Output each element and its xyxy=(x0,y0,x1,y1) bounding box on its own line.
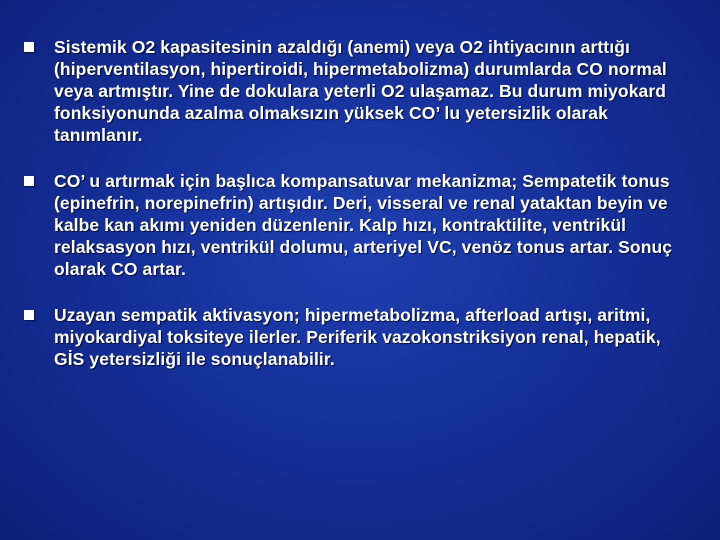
square-bullet-icon xyxy=(24,176,34,186)
bullet-text: CO’ u artırmak için başlıca kompansatuvar mekanizma; Sempatetik tonus (epinefrin, norepinefrin) artışıdır. Deri, visseral ve renal yataktan beyin ve kalbe kan akımı yeniden düzenlenir. Kalp hızı, kontraktilite, ventrikül relaksasyon hızı, ventrikül dolumu, arteriyel VC, venöz tonus artar. Sonuç olarak CO artar. xyxy=(54,171,673,279)
square-bullet-icon xyxy=(24,42,34,52)
bullet-item xyxy=(24,170,696,280)
bullet-item xyxy=(24,36,696,146)
square-bullet-icon xyxy=(24,310,34,320)
bullet-item xyxy=(24,304,696,370)
bullet-text: Uzayan sempatik aktivasyon; hipermetabolizma, afterload artışı, aritmi, miyokardiyal toksiteye ilerler. Periferik vazokonstriksiyon renal, hepatik, GİS yetersizliği ile sonuçlanabilir. xyxy=(54,305,661,369)
bullet-text: Sistemik O2 kapasitesinin azaldığı (anemi) veya O2 ihtiyacının arttığı (hiperventilasyon, hipertiroidi, hipermetabolizma) durumlarda CO normal veya artmıştır. Yine de dokulara yeterli O2 ulaşamaz. Bu durum miyokard fonksiyonunda azalma olmaksızın yüksek CO’ lu yetersizlik olarak tanımlanır. xyxy=(54,37,667,145)
bullet-list xyxy=(24,36,696,394)
